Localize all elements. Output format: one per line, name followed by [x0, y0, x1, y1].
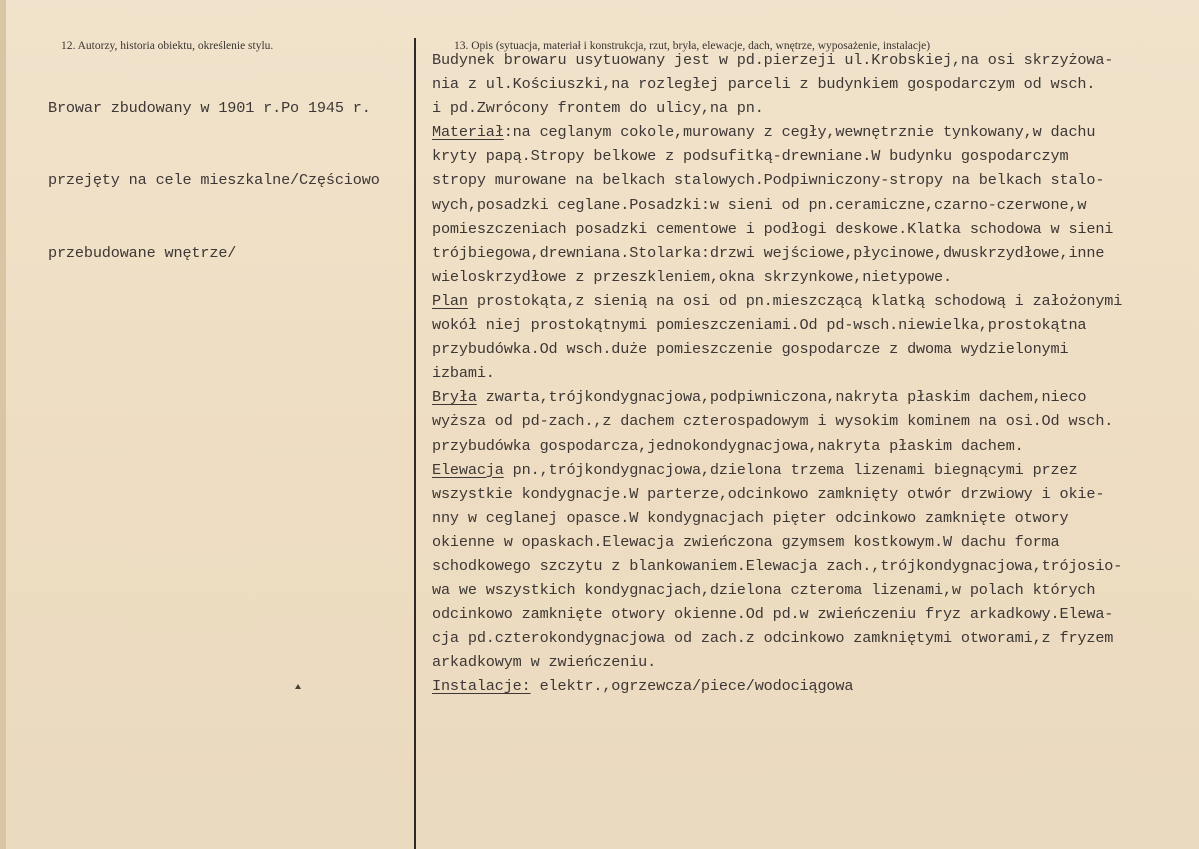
description-line	[432, 530, 1199, 554]
description-line-text: wa we wszystkich kondygnacjach,dzielona czteroma lizenami,w polach których	[432, 581, 1096, 600]
description-line	[432, 120, 1199, 144]
description-line-text: okienne w opaskach.Elewacja zwieńczona gzymsem kostkowym.W dachu forma	[432, 532, 1060, 551]
description-line	[432, 602, 1199, 626]
description-line-text: prostokąta,z sienią na osi od pn.mieszczącą klatką schodową i założonymi	[467, 291, 1123, 310]
description-line-text: wyższa od pd-zach.,z dachem czterospadowym i wysokim kominem na osi.Od wsch.	[432, 412, 1114, 431]
history-line: przebudowane wnętrze/	[48, 243, 237, 262]
description-line	[432, 554, 1199, 578]
description-line	[432, 409, 1199, 433]
history-line: przejęty na cele mieszkalne/Częściowo	[48, 171, 380, 190]
description-line	[432, 193, 1199, 217]
section-label: Plan	[432, 291, 468, 310]
description-line-text: pomieszczeniach posadzki cementowe i podłogi deskowe.Klatka schodowa w sieni	[432, 219, 1114, 238]
description-line-text: izbami.	[432, 364, 495, 383]
description-line-text: przybudówka gospodarcza,jednokondygnacjowa,nakryta płaskim dachem.	[432, 436, 1024, 455]
history-line: Browar zbudowany w 1901 r.Po 1945 r.	[48, 99, 371, 118]
description-line	[432, 337, 1199, 361]
description-line-text: schodkowego szczytu z blankowaniem.Elewacja zach.,trójkondygnacjowa,trójosio-	[432, 556, 1123, 575]
description-line-text: arkadkowym w zwieńczeniu.	[432, 653, 657, 672]
description-line-text: pn.,trójkondygnacjowa,dzielona trzema lizenami biegnącymi przez	[503, 460, 1078, 479]
section-label: Elewacja	[432, 460, 504, 479]
description-line-text: kryty papą.Stropy belkowe z podsufitką-drewniane.W budynku gospodarczym	[432, 147, 1069, 166]
description-line	[432, 506, 1199, 530]
history-text	[48, 48, 418, 313]
description-line	[432, 217, 1199, 241]
description-line-text: wieloskrzydłowe z przeszkleniem,okna skrzynkowe,nietypowe.	[432, 267, 952, 286]
description-line-text: stropy murowane na belkach stalowych.Podpiwniczony-stropy na belkach stalo-	[432, 171, 1105, 190]
description-line-text: i pd.Zwrócony frontem do ulicy,na pn.	[432, 99, 764, 118]
description-line-text: odcinkowo zamknięte otwory okienne.Od pd.w zwieńczeniu fryz arkadkowy.Elewa-	[432, 605, 1114, 624]
description-line-text: elektr.,ogrzewcza/piece/wodociągowa	[530, 677, 854, 696]
section-label: Bryła	[432, 388, 477, 407]
description-line-text: zwarta,trójkondygnacjowa,podpiwniczona,nakryta płaskim dachem,nieco	[476, 388, 1087, 407]
description-line-text: cja pd.czterokondygnacjowa od zach.z odcinkowo zamkniętymi otworami,z fryzem	[432, 629, 1114, 648]
description-line	[432, 168, 1199, 192]
description-line	[432, 385, 1199, 409]
description-line-text: nia z ul.Kościuszki,na rozległej parceli z budynkiem gospodarczym od wsch.	[432, 75, 1096, 94]
card-edge	[0, 0, 6, 849]
description-line	[432, 241, 1199, 265]
section-label: Materiał	[432, 123, 504, 142]
description-line	[432, 144, 1199, 168]
description-line-text: wokół niej prostokątnymi pomieszczeniami.Od pd-wsch.niewielka,prostokątna	[432, 316, 1087, 335]
description-line	[432, 674, 1199, 698]
description-line	[432, 313, 1199, 337]
description-line-text: Budynek browaru usytuowany jest w pd.pierzeji ul.Krobskiej,na osi skrzyżowa-	[432, 51, 1114, 69]
description-line	[432, 96, 1199, 120]
description-line-text: nny w ceglanej opasce.W kondygnacjach pięter odcinkowo zamknięte otwory	[432, 508, 1069, 527]
description-line-text: :na ceglanym cokole,murowany z cegły,wewnętrznie tynkowany,w dachu	[503, 123, 1096, 142]
description-line	[432, 458, 1199, 482]
description-line	[432, 289, 1199, 313]
section-label: Instalacje:	[432, 677, 531, 696]
description-line	[432, 626, 1199, 650]
description-line	[432, 265, 1199, 289]
description-line-text: wych,posadzki ceglane.Posadzki:w sieni od pn.ceramiczne,czarno-czerwone,w	[432, 195, 1087, 214]
description-line	[432, 434, 1199, 458]
description-text	[432, 48, 1199, 699]
description-line	[432, 482, 1199, 506]
description-line	[432, 72, 1199, 96]
description-line	[432, 48, 1199, 72]
description-line-text: przybudówka.Od wsch.duże pomieszczenie gospodarcze z dwoma wydzielonymi	[432, 340, 1069, 359]
pencil-mark	[295, 684, 301, 689]
section-12-header: 12. Autorzy, historia obiektu, określenie stylu.	[61, 40, 274, 52]
description-line	[432, 361, 1199, 385]
description-line	[432, 650, 1199, 674]
description-line-text: trójbiegowa,drewniana.Stolarka:drzwi wejściowe,płycinowe,dwuskrzydłowe,inne	[432, 243, 1105, 262]
description-line-text: wszystkie kondygnacje.W parterze,odcinkowo zamknięty otwór drzwiowy i okie-	[432, 484, 1105, 503]
section-13-header: 13. Opis (sytuacja, materiał i konstrukcja, rzut, bryła, elewacje, dach, wnętrze, wyposażenie, instalacje)	[454, 40, 931, 52]
description-line	[432, 578, 1199, 602]
